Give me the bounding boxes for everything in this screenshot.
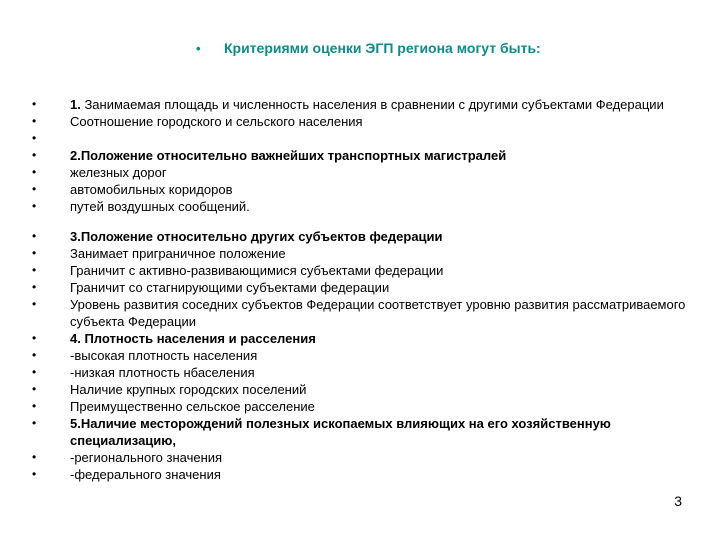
bullet: • xyxy=(32,467,37,481)
title-bullet: • xyxy=(196,41,201,56)
list-item xyxy=(32,279,692,296)
list-item xyxy=(32,245,692,262)
bullet: • xyxy=(32,246,37,260)
list-item xyxy=(32,449,692,466)
item-text: Уровень развития соседних субъектов Федерации соответствует уровню развития рассматриваемого субъекта Федерации xyxy=(70,297,686,329)
list-item-heading xyxy=(32,228,692,245)
slide-title xyxy=(196,40,541,56)
item-text: 5.Наличие месторождений полезных ископаемых влияющих на его хозяйственную специализацию, xyxy=(70,416,611,448)
item-text: -федерального значения xyxy=(70,467,221,482)
item-text: 3.Положение относительно других субъектов федерации xyxy=(70,229,443,244)
item-text: Занимает приграничное положение xyxy=(70,246,286,261)
item-text: Занимаемая площадь и численность населения в сравнении с другими субъектами Федерации xyxy=(80,97,664,112)
bullet: • xyxy=(32,199,37,213)
item-text: -высокая плотность населения xyxy=(70,348,258,363)
item-text: Соотношение городского и сельского населения xyxy=(70,114,363,129)
bullet: • xyxy=(32,450,37,464)
bullet: • xyxy=(32,399,37,413)
bullet: • xyxy=(32,348,37,362)
bullet: • xyxy=(32,331,37,345)
bullet: • xyxy=(32,97,37,111)
item-text: -регионального значения xyxy=(70,450,223,465)
item-text: автомобильных коридоров xyxy=(70,182,233,197)
list-item xyxy=(32,381,692,398)
item-text: 2.Положение относительно важнейших транспортных магистралей xyxy=(70,148,507,163)
list-item xyxy=(32,364,692,381)
item-text: путей воздушных сообщений. xyxy=(70,199,250,214)
item-text: Преимущественно сельское расселение xyxy=(70,399,315,414)
bullet: • xyxy=(32,365,37,379)
bullet: • xyxy=(32,382,37,396)
list-item-heading xyxy=(32,330,692,347)
list-item xyxy=(32,181,692,198)
bullet: • xyxy=(32,297,37,311)
bullet: • xyxy=(32,165,37,179)
list-item xyxy=(32,398,692,415)
page-number: 3 xyxy=(674,493,682,509)
list-item-heading xyxy=(32,415,692,449)
bullet: • xyxy=(32,280,37,294)
item-text: 4. Плотность населения и расселения xyxy=(70,331,316,346)
bullet: • xyxy=(32,416,37,430)
item-text: железных дорог xyxy=(70,165,167,180)
bullet: • xyxy=(32,131,37,145)
list-item xyxy=(32,164,692,181)
list-item xyxy=(32,347,692,364)
list-item xyxy=(32,466,692,483)
bullet: • xyxy=(32,148,37,162)
list-item xyxy=(32,113,692,130)
list-item xyxy=(32,96,692,113)
criteria-list xyxy=(32,96,692,483)
list-item xyxy=(32,262,692,279)
item-text: Наличие крупных городских поселений xyxy=(70,382,307,397)
item-text: -низкая плотность нбаселения xyxy=(70,365,255,380)
item-number: 1. xyxy=(70,97,81,112)
list-item-heading xyxy=(32,147,692,164)
item-text: Граничит со стагнирующими субъектами федерации xyxy=(70,280,390,295)
bullet: • xyxy=(32,114,37,128)
item-text: Граничит с активно-развивающимися субъектами федерации xyxy=(70,263,444,278)
title-text: Критериями оценки ЭГП региона могут быть: xyxy=(224,40,541,56)
list-item xyxy=(32,296,692,330)
bullet: • xyxy=(32,229,37,243)
bullet: • xyxy=(32,263,37,277)
bullet: • xyxy=(32,182,37,196)
list-item-empty xyxy=(32,130,692,147)
list-item xyxy=(32,198,692,215)
